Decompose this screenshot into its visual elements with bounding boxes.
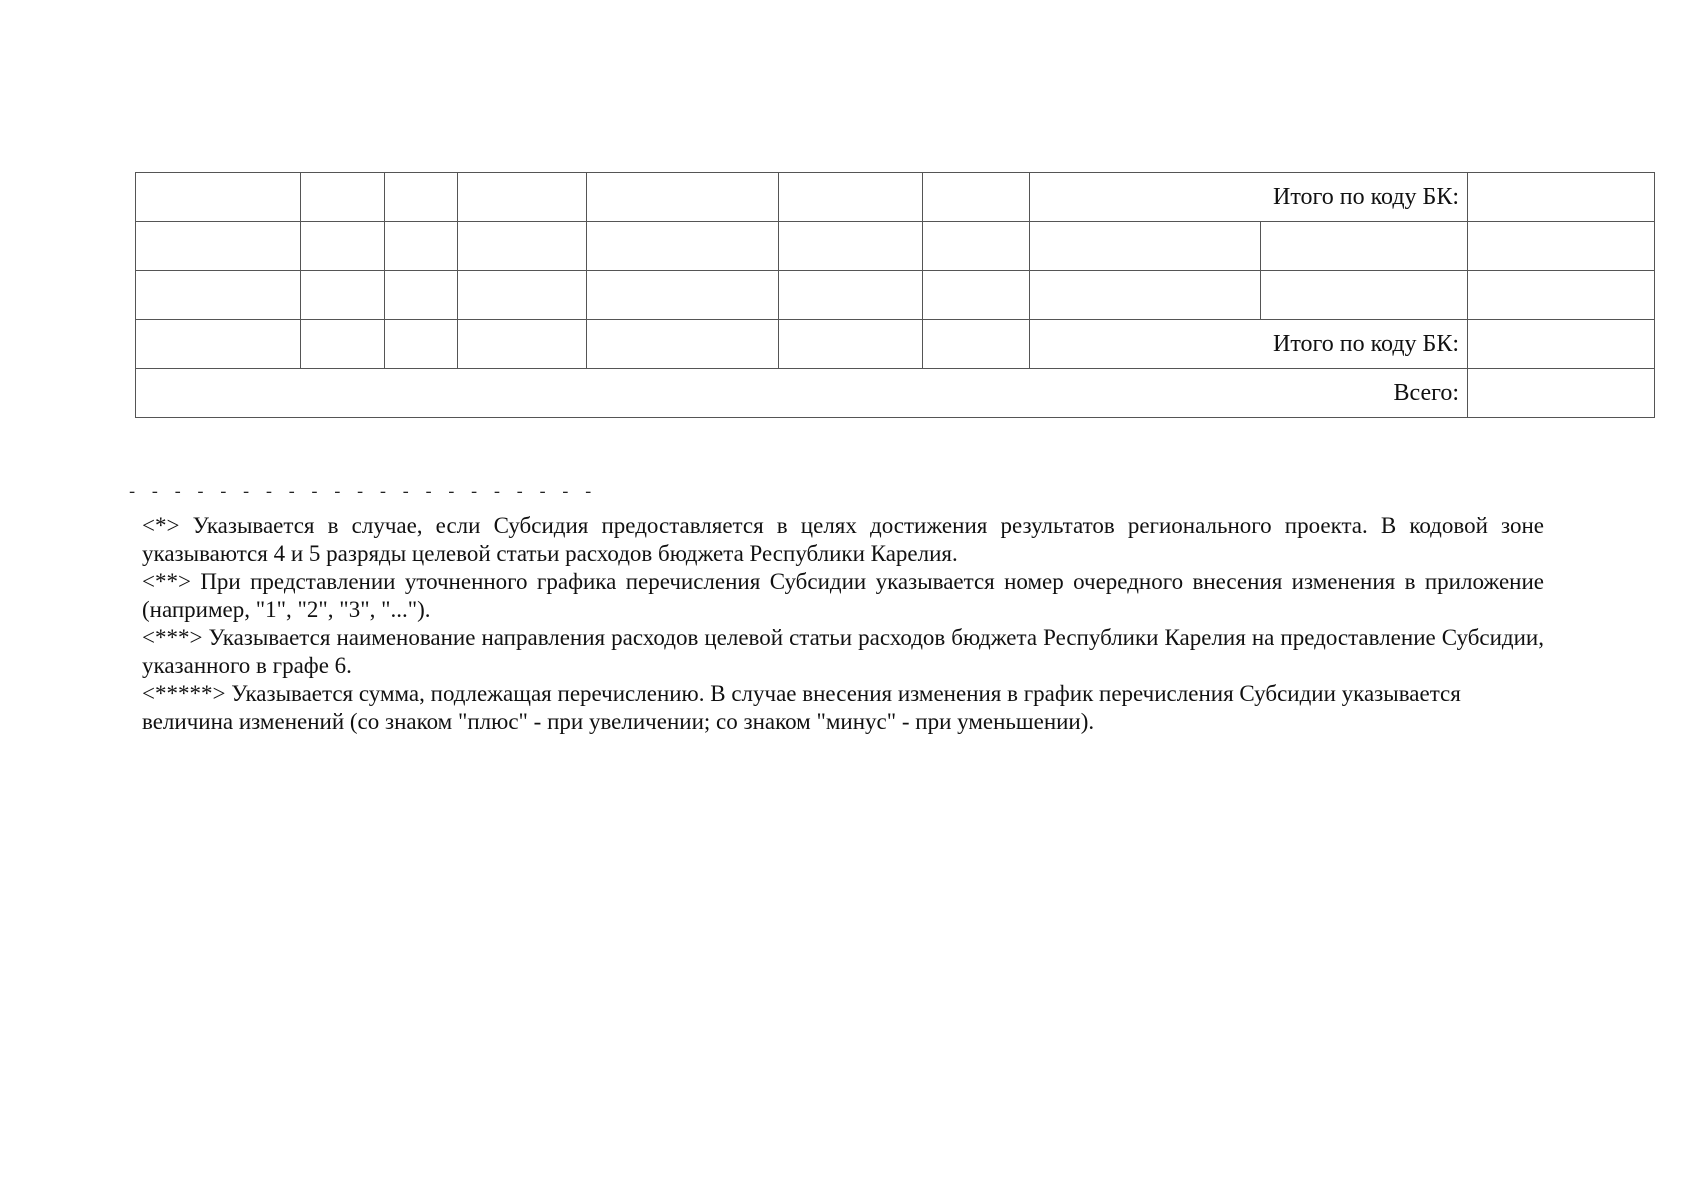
table-cell — [136, 173, 301, 222]
table-cell — [458, 320, 587, 369]
total-label: Всего: — [136, 369, 1468, 418]
table-cell — [301, 173, 385, 222]
footnote-separator: - - - - - - - - - - - - - - - - - - - - - — [127, 484, 595, 503]
subtotal-label: Итого по коду БК: — [1030, 173, 1468, 222]
table-cell — [1030, 271, 1261, 320]
table-row — [136, 271, 1655, 320]
table-cell — [1468, 222, 1655, 271]
table-cell — [923, 271, 1030, 320]
table-cell — [301, 271, 385, 320]
table-cell — [1030, 222, 1261, 271]
table-cell — [1468, 369, 1655, 418]
table-row — [136, 222, 1655, 271]
footnotes — [142, 512, 1544, 736]
table-cell — [779, 173, 923, 222]
table-cell — [385, 173, 458, 222]
schedule-table — [135, 172, 1655, 418]
table-cell — [587, 320, 779, 369]
table-row — [136, 173, 1655, 222]
table-row — [136, 320, 1655, 369]
table-cell — [385, 271, 458, 320]
footnote-1: <*> Указывается в случае, если Субсидия предоставляется в целях достижения результатов регионального проекта. В кодовой зоне указываются 4 и 5 разряды целевой статьи расходов бюджета Республики Карелия. — [142, 513, 1544, 566]
footnote-3: <***> Указывается наименование направления расходов целевой статьи расходов бюджета Республики Карелия на предоставление Субсидии, указанного в графе 6. — [142, 625, 1544, 678]
table-cell — [301, 320, 385, 369]
table-cell — [458, 271, 587, 320]
table-cell — [779, 271, 923, 320]
table-cell — [587, 173, 779, 222]
table-cell — [779, 222, 923, 271]
subtotal-label: Итого по коду БК: — [1030, 320, 1468, 369]
table-cell — [587, 222, 779, 271]
table-cell — [779, 320, 923, 369]
table-cell — [923, 173, 1030, 222]
table-cell — [1468, 320, 1655, 369]
table-cell — [385, 222, 458, 271]
table-cell — [923, 320, 1030, 369]
footnote-2: <**> При представлении уточненного графика перечисления Субсидии указывается номер очередного внесения изменения в приложение (например, "1", "2", "3", "..."). — [142, 569, 1544, 622]
table-cell — [1261, 271, 1468, 320]
table-cell — [1468, 271, 1655, 320]
table-cell — [587, 271, 779, 320]
table-cell — [1468, 173, 1655, 222]
table-cell — [136, 222, 301, 271]
table-row — [136, 369, 1655, 418]
table-cell — [301, 222, 385, 271]
table-cell — [385, 320, 458, 369]
table-cell — [458, 173, 587, 222]
table-cell — [923, 222, 1030, 271]
table-cell — [136, 271, 301, 320]
table-cell — [1261, 222, 1468, 271]
table-cell — [458, 222, 587, 271]
table-cell — [136, 320, 301, 369]
footnote-4: <*****> Указывается сумма, подлежащая перечислению. В случае внесения изменения в график перечисления Субсидии указывается величина изменений (со знаком "плюс" - при увеличении; со знаком "минус" - при уменьшении). — [142, 681, 1461, 734]
